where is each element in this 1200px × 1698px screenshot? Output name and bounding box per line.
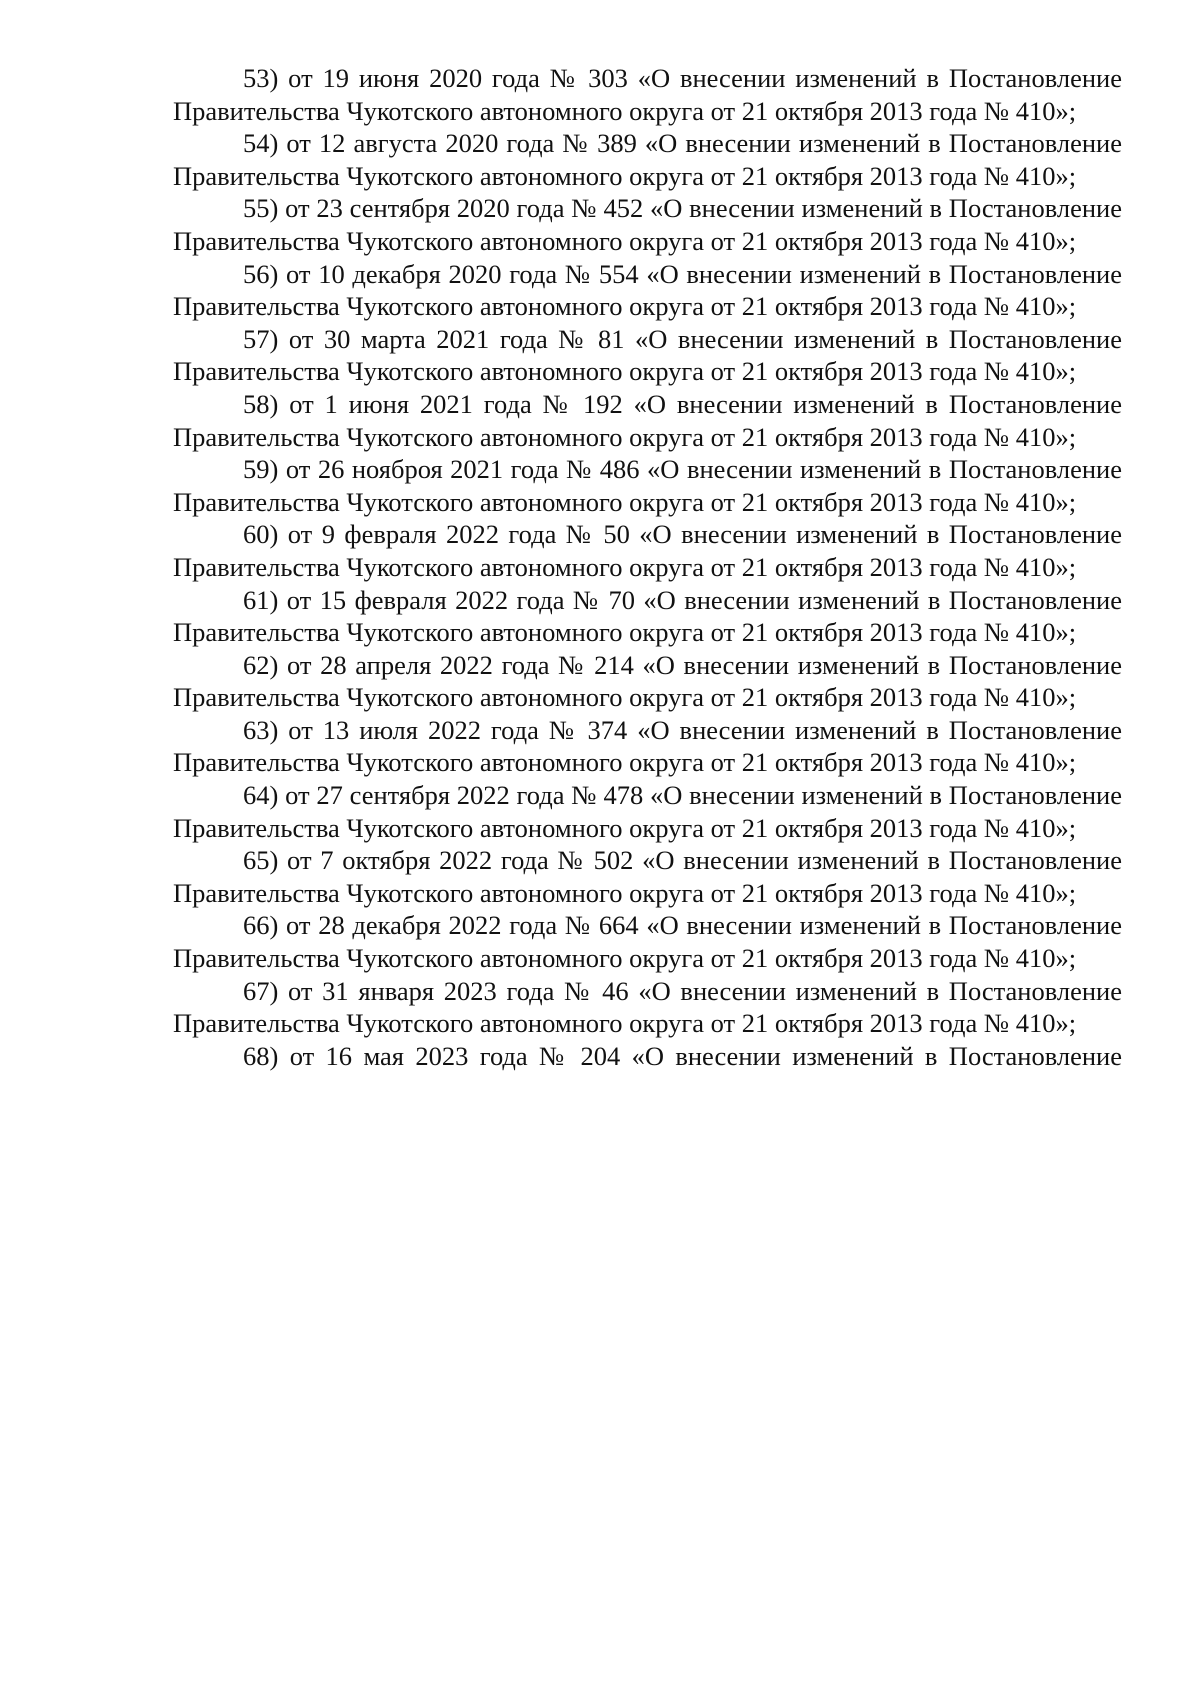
list-item-65: 65) от 7 октября 2022 года № 502 «О внесении изменений в Постановление Правительства Чукотского автономного округа от 21 октября 2013 года № 410»; xyxy=(173,845,1122,908)
list-item-66: 66) от 28 декабря 2022 года № 664 «О внесении изменений в Постановление Правительства Чукотского автономного округа от 21 октября 2013 года № 410»; xyxy=(173,910,1122,974)
list-item-61: 61) от 15 февраля 2022 года № 70 «О внесении изменений в Постановление Правительства Чукотского автономного округа от 21 октября 2013 года № 410»; xyxy=(173,584,1122,648)
document-body xyxy=(173,62,1122,1072)
list-item-53: 53) от 19 июня 2020 года № 303 «О внесении изменений в Постановление Правительства Чукотского автономного округа от 21 октября 2013 года № 410»; xyxy=(173,63,1122,126)
list-item-57: 57) от 30 марта 2021 года № 81 «О внесении изменений в Постановление Правительства Чукотского автономного округа от 21 октября 2013 года № 410»; xyxy=(173,323,1122,387)
list-item-59: 59) от 26 нояброя 2021 года № 486 «О внесении изменений в Постановление Правительства Чукотского автономного округа от 21 октября 2013 года № 410»; xyxy=(173,454,1122,517)
list-item-67: 67) от 31 января 2023 года № 46 «О внесении изменений в Постановление Правительства Чукотского автономного округа от 21 октября 2013 года № 410»; xyxy=(173,975,1122,1039)
list-item-64: 64) от 27 сентября 2022 года № 478 «О внесении изменений в Постановление Правительства Чукотского автономного округа от 21 октября 2013 года № 410»; xyxy=(173,780,1122,843)
list-item-68: 68) от 16 мая 2023 года № 204 «О внесении изменений в Постановление xyxy=(243,1040,1122,1071)
list-item-62: 62) от 28 апреля 2022 года № 214 «О внесении изменений в Постановление Правительства Чукотского автономного округа от 21 октября 2013 года № 410»; xyxy=(173,649,1122,713)
list-item-56: 56) от 10 декабря 2020 года № 554 «О внесении изменений в Постановление Правительства Чукотского автономного округа от 21 октября 2013 года № 410»; xyxy=(173,258,1122,322)
list-item-60: 60) от 9 февраля 2022 года № 50 «О внесении изменений в Постановление Правительства Чукотского автономного округа от 21 октября 2013 года № 410»; xyxy=(173,519,1122,582)
list-item-58: 58) от 1 июня 2021 года № 192 «О внесении изменений в Постановление Правительства Чукотского автономного округа от 21 октября 2013 года № 410»; xyxy=(173,388,1122,452)
list-item-63: 63) от 13 июля 2022 года № 374 «О внесении изменений в Постановление Правительства Чукотского автономного округа от 21 октября 2013 года № 410»; xyxy=(173,714,1122,778)
list-item-54: 54) от 12 августа 2020 года № 389 «О внесении изменений в Постановление Правительства Чукотского автономного округа от 21 октября 2013 года № 410»; xyxy=(173,128,1122,191)
list-item-55: 55) от 23 сентября 2020 года № 452 «О внесении изменений в Постановление Правительства Чукотского автономного округа от 21 октября 2013 года № 410»; xyxy=(173,193,1122,256)
